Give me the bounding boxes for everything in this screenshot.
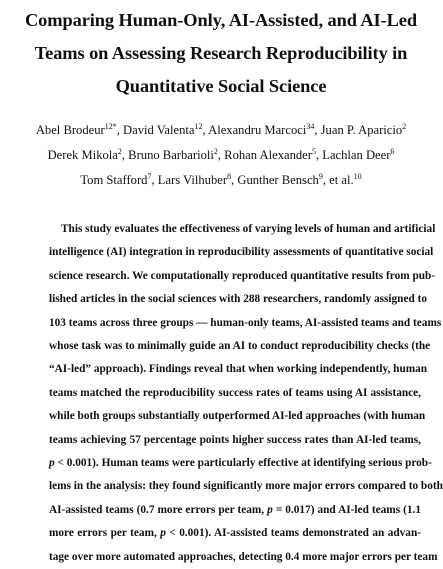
author-separator: , [217,148,225,162]
author-name: David Valenta [123,123,195,137]
abstract-text: = 0.017) and AI-led teams (1.1 [272,503,422,516]
abstract-line [49,522,421,545]
author-line [4,118,438,143]
author-separator: , [315,148,323,162]
affiliation-marker: 2 [117,147,122,156]
abstract-line: teams matched the reproducibility success rates of teams using AI assistance, [49,386,421,399]
abstract-text: < 0.001). AI-assisted teams demonstrated an advan- [165,527,421,540]
author-line [4,143,438,168]
affiliation-marker: 12 [194,122,203,131]
author-name: Lars Vilhuber [157,173,228,187]
abstract-line: This study evaluates the effectiveness of varying levels of human and artificial [61,223,436,235]
abstract-text: < 0.001). Human teams were particularly effective at identifying serious prob- [54,457,432,470]
author-name: Juan P. Aparicio [320,123,403,137]
math-variable: p [267,503,273,516]
author-separator: , [202,123,209,137]
author-separator: , [322,173,330,187]
abstract-line: whose task was to minimally guide an AI to conduct reproducibility checks (the [49,340,431,353]
affiliation-marker: 7 [147,172,152,181]
author-name: Lachlan Deer [322,148,391,162]
affiliation-marker: 8 [227,172,232,181]
author-separator: , [314,123,321,137]
abstract-text: AI-assisted teams (0.7 more errors per team, [49,503,268,516]
affiliation-marker: 6 [390,147,395,156]
abstract-line: while both groups substantially outperformed AI-led approaches (with human [49,410,426,423]
abstract-line: intelligence (AI) integration in reproducibility assessments of quantitative social [49,246,434,259]
abstract [49,218,443,569]
author-name: Gunther Bensch [237,173,319,187]
paper-title [6,4,436,103]
author-name: Bruno Barbarioli [128,148,214,162]
affiliation-marker: 10 [353,172,362,181]
title-line: Quantitative Social Science [115,76,327,96]
title-line: Teams on Assessing Research Reproducibility in [34,43,408,63]
author-list [4,118,438,193]
author-separator: , [121,148,129,162]
author-separator: , [231,173,238,187]
author-name: Alexandru Marcoci [208,123,307,137]
author-name: Rohan Alexander [224,148,312,162]
author-separator: , [151,173,158,187]
author-name: Tom Stafford [80,173,148,187]
affiliation-marker: 12* [104,122,117,131]
math-variable: p [49,457,55,470]
math-variable: p [160,527,166,540]
abstract-line: lems in the analysis: they found significantly more major errors compared to both [49,480,443,493]
affiliation-marker: 9 [318,172,323,181]
author-separator: , [116,123,124,137]
abstract-line: “AI-led” approach). Findings reveal that when working independently, human [49,363,428,376]
affiliation-marker: 5 [311,147,316,156]
abstract-line [49,499,421,522]
author-name: Abel Brodeur [35,123,105,137]
affiliation-marker: 34 [306,122,315,131]
abstract-line: teams achieving 57 percentage points higher success rates than AI-led teams, [49,433,421,446]
abstract-line: lished articles in the social sciences with 288 researchers, randomly assigned to [49,293,427,306]
author-name: et al. [329,173,354,187]
abstract-line: science research. We computationally reproduced quantitative results from pub- [49,269,436,282]
author-name: Derek Mikola [47,148,118,162]
abstract-text: more errors per team, [49,527,161,540]
affiliation-marker: 2 [213,147,218,156]
author-line [4,168,438,193]
abstract-line [49,452,432,475]
abstract-line: tage over more automated approaches, detecting 0.4 more major errors per team [49,550,438,563]
affiliation-marker: 2 [402,122,407,131]
title-line: Comparing Human-Only, AI-Assisted, and AI-Led [24,10,417,30]
abstract-line: 103 teams across three groups — human-only teams, AI-assisted teams and teams [49,316,442,329]
